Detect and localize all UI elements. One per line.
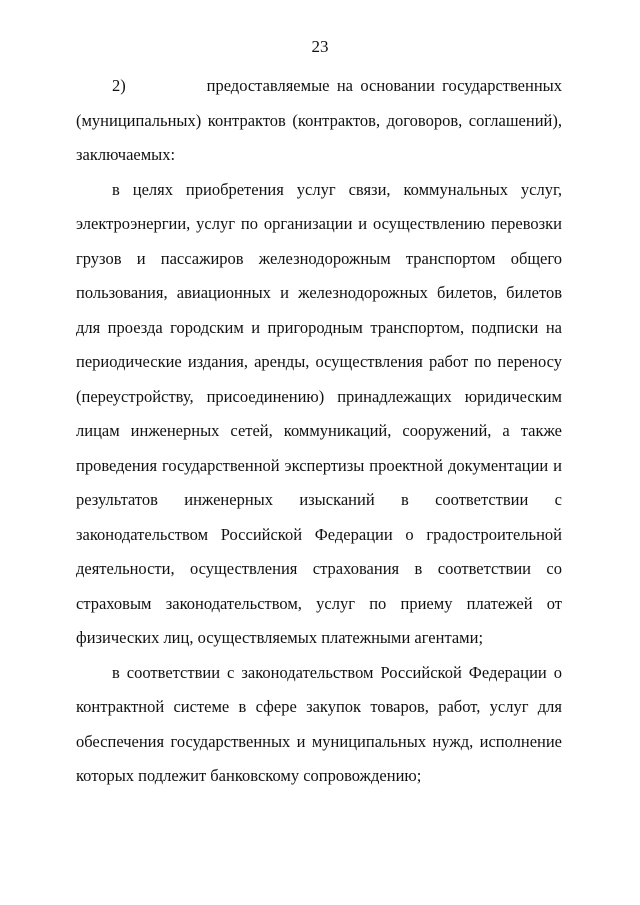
page-number: 23 bbox=[311, 37, 329, 56]
document-body bbox=[76, 69, 562, 794]
paragraph-purchase-purposes: в целях приобретения услуг связи, коммунальных услуг, электроэнергии, услуг по организации и осуществлению перевозки грузов и пассажиров железнодорожным транспортом общего пользования, авиационных и железнодорожных билетов, билетов для проезда городским и пригородным транспортом, подписки на периодические издания, аренды, осуществления работ по переносу (переустройству, присоединению) принадлежащих юридическим лицам инженерных сетей, коммуникаций, сооружений, а также проведения государственной экспертизы проектной документации и результатов инженерных изысканий в соответствии с законодательством Российской Федерации о градостроительной деятельности, осуществления страхования в соответствии со страховым законодательством, услуг по приему платежей от физических лиц, осуществляемых платежными агентами; bbox=[76, 179, 562, 647]
paragraph-item-2: 2) предоставляемые на основании государственных (муниципальных) контрактов (контрактов, договоров, соглашений), заключаемых: bbox=[76, 76, 562, 164]
paragraph-contract-system: в соответствии с законодательством Российской Федерации о контрактной системе в сфере закупок товаров, работ, услуг для обеспечения государственных и муниципальных нужд, исполнение которых подлежит банковскому сопровождению; bbox=[76, 662, 562, 785]
